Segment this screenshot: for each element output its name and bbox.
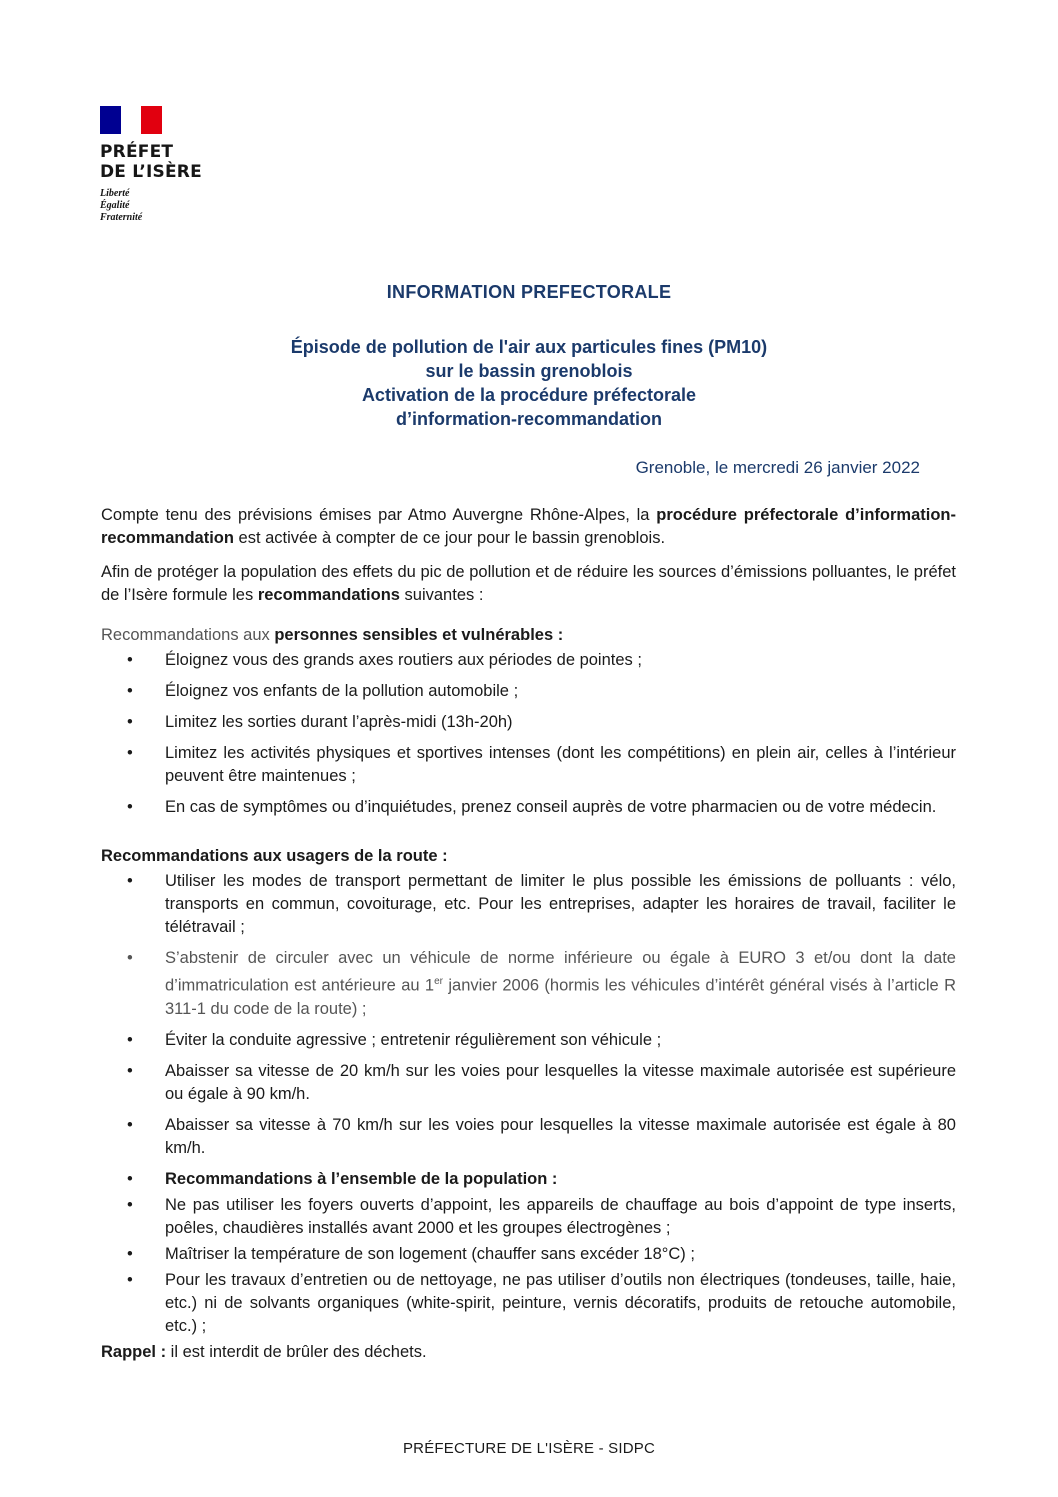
list-item: • Pour les travaux d’entretien ou de nettoyage, ne pas utiliser d’outils non électriques (tondeuses, taille, haie, etc.) ni de solvants organiques (white-spirit, peinture, vernis décoratifs, produits de retouche automobile, etc.) ; [127, 1270, 956, 1335]
section-sensitive-heading: Recommandations aux personnes sensibles et vulnérables : [101, 626, 564, 644]
rappel-note: Rappel : il est interdit de brûler des déchets. [101, 1342, 427, 1361]
list-item: • S’abstenir de circuler avec un véhicule de norme inférieure ou égale à EURO 3 et/ou dont la date d’immatriculation est antérieure au 1er janvier 2006 (hormis les véhicules d’intérêt général visés à l’article R 311-1 du code de la route) ; [127, 949, 956, 1018]
section-sensitive-list [101, 649, 956, 819]
list-item: • Recommandations à l’ensemble de la population : [127, 1169, 558, 1188]
section-road-list [101, 870, 956, 1338]
list-item: • Éviter la conduite agressive ; entretenir régulièrement son véhicule ; [127, 1030, 662, 1049]
prefecture-logo [100, 106, 260, 224]
list-item: • Maîtriser la température de son logement (chauffer sans excéder 18°C) ; [127, 1244, 695, 1263]
list-item: • Ne pas utiliser les foyers ouverts d’appoint, les appareils de chauffage au bois d’appoint de type inserts, poêles, chaudières installés avant 2000 et les groupes électrogènes ; [127, 1195, 956, 1237]
document-date: Grenoble, le mercredi 26 janvier 2022 [635, 458, 920, 477]
list-item: • Abaisser sa vitesse à 70 km/h sur les voies pour lesquelles la vitesse maximale autorisée est égale à 80 km/h. [127, 1115, 956, 1157]
section-road-heading: Recommandations aux usagers de la route : [101, 847, 448, 865]
intro-paragraph-2: Afin de protéger la population des effets du pic de pollution et de réduire les sources d’émissions polluantes, le préfet de l’Isère formule les recommandations suivantes : [101, 563, 956, 604]
intro-paragraph-1: Compte tenu des prévisions émises par Atmo Auvergne Rhône-Alpes, la procédure préfectorale d’information-recommandation est activée à compter de ce jour pour le bassin grenoblois. [101, 506, 956, 547]
list-item: • Éloignez vous des grands axes routiers aux périodes de pointes ; [127, 651, 642, 669]
document-subtitle: Épisode de pollution de l'air aux particules fines (PM10) sur le bassin grenoblois Activation de la procédure préfectorale d’information-recommandation [290, 337, 768, 429]
prefet-wordmark: PRÉFET DE L’ISÈRE [100, 142, 202, 182]
document-title: INFORMATION PREFECTORALE [386, 282, 672, 302]
list-item: • Éloignez vos enfants de la pollution automobile ; [127, 682, 519, 700]
list-item: • En cas de symptômes ou d’inquiétudes, prenez conseil auprès de votre pharmacien ou de votre médecin. [127, 798, 937, 816]
list-item: • Utiliser les modes de transport permettant de limiter le plus possible les émissions de polluants : vélo, transports en commun, covoiturage, etc. Pour les entreprises, adapter les horaires de travail, faciliter le télétravail ; [127, 872, 956, 936]
marianne-flag-icon [100, 106, 162, 134]
page-footer: PRÉFECTURE DE L'ISÈRE - SIDPC [402, 1440, 656, 1457]
list-item: • Limitez les sorties durant l’après-midi (13h-20h) [127, 713, 513, 731]
list-item: • Abaisser sa vitesse de 20 km/h sur les voies pour lesquelles la vitesse maximale autorisée est supérieure ou égale à 90 km/h. [127, 1061, 956, 1103]
document-body [101, 504, 956, 1364]
republic-motto: Liberté Égalité Fraternité [100, 188, 143, 223]
list-item: • Limitez les activités physiques et sportives intenses (dont les compétitions) en plein air, celles à l’intérieur peuvent être maintenues ; [127, 744, 956, 785]
